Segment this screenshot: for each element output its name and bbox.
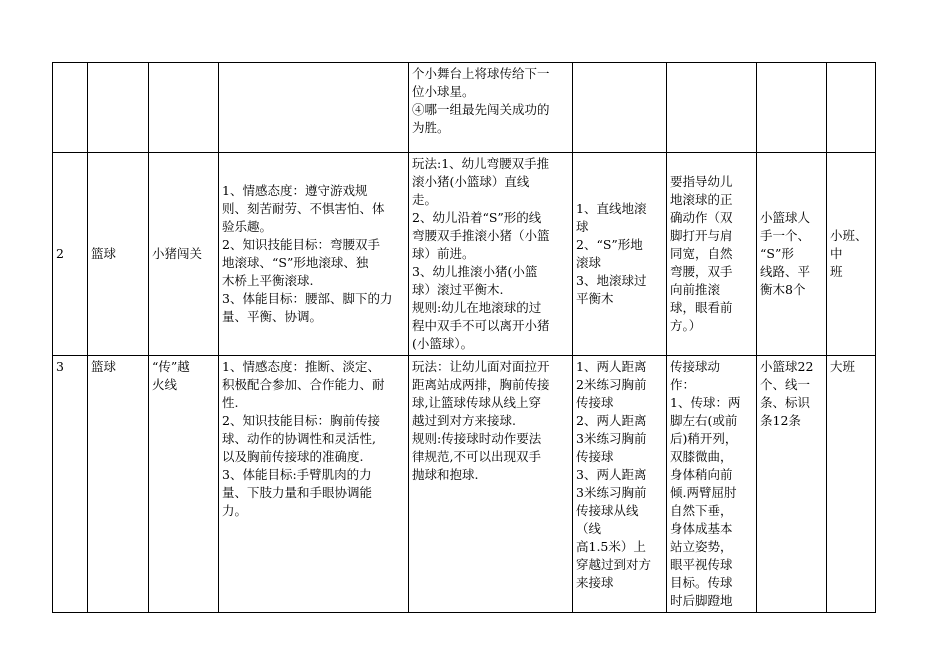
cell-play-rules: 玩法：让幼儿面对面拉开 距离站成两排，胸前传接 球,让篮球传球从线上穿 越过到对方来接球. 规则:传接球时动作要法 律规范,不可以出现双手 抛球和抱球.: [409, 356, 573, 613]
cell-materials: [757, 63, 827, 153]
cell-game-name: [149, 63, 219, 153]
cell-number: 2: [53, 153, 88, 356]
cell-play-rules: 玩法:1、幼儿弯腰双手推 滚小猪(小篮球）直线 走。 2、幼儿沿着“S”形的线 弯腰双手推滚小猪（小篮 球）前进。 3、幼儿推滚小猪(小篮 球）滚过平衡木. 规则:幼儿在地滚球的过 程中双手不可以离开小猪 (小篮球）。: [409, 153, 573, 356]
cell-goals: 1、情感态度：推断、淡定、 积极配合参加、合作能力、耐 性. 2、知识技能目标：胸前传接 球、动作的协调性和灵活性, 以及胸前传接球的准确度. 3、体能目标:手臂肌肉的力 量、下肢力量和手眼协调能 力。: [219, 356, 409, 613]
cell-class-level: 小班、中 班: [827, 153, 876, 356]
cell-goals: [219, 63, 409, 153]
cell-class-level: 大班: [827, 356, 876, 613]
cell-guidance: [667, 63, 757, 153]
cell-guidance: 传接球动 作： 1、传球：两 脚左右(或前 后)稍开列， 双膝微曲， 身体稍向前 倾.两臂屈肘 自然下垂， 身体成基本 站立姿势， 眼平视传球 目标。传球 时后脚蹬地: [667, 356, 757, 613]
cell-sport: [88, 63, 149, 153]
cell-content: 1、两人距离 2米练习胸前 传接球 2、两人距离 3米练习胸前 传接球 3、两人距离 3米练习胸前 传接球从线（线 高1.5米）上 穿越过到对方 来接球: [573, 356, 667, 613]
cell-materials: 小篮球22 个、线一 条、标识 条12条: [757, 356, 827, 613]
cell-game-name: 小猪闯关: [149, 153, 219, 356]
cell-goals: 1、情感态度：遵守游戏规 则、刻苦耐劳、不惧害怕、体 验乐趣。 2、知识技能目标：弯腰双手 地滚球、“S”形地滚球、独 木桥上平衡滚球. 3、体能目标：腰部、脚下的力 量、平衡、协调。: [219, 153, 409, 356]
cell-materials: 小篮球人 手一个、 “S”形 线路、平 衡木8个: [757, 153, 827, 356]
cell-game-name: “传”越 火线: [149, 356, 219, 613]
table-row: [53, 356, 876, 613]
cell-content: 1、直线地滚 球 2、“S”形地 滚球 3、地滚球过 平衡木: [573, 153, 667, 356]
cell-content: [573, 63, 667, 153]
table-row: [53, 153, 876, 356]
table-row: [53, 63, 876, 153]
cell-number: [53, 63, 88, 153]
cell-sport: 篮球: [88, 356, 149, 613]
cell-class-level: [827, 63, 876, 153]
cell-guidance: 要指导幼儿 地滚球的正 确动作（双 脚打开与肩 同宽，自然 弯腰，双手 向前推滚 球，眼看前 方。）: [667, 153, 757, 356]
cell-number: 3: [53, 356, 88, 613]
cell-sport: 篮球: [88, 153, 149, 356]
activity-plan-table: [52, 62, 876, 613]
cell-play-rules: 个小舞台上将球传给下一 位小球星。 ④哪一组最先闯关成功的 为胜。: [409, 63, 573, 153]
